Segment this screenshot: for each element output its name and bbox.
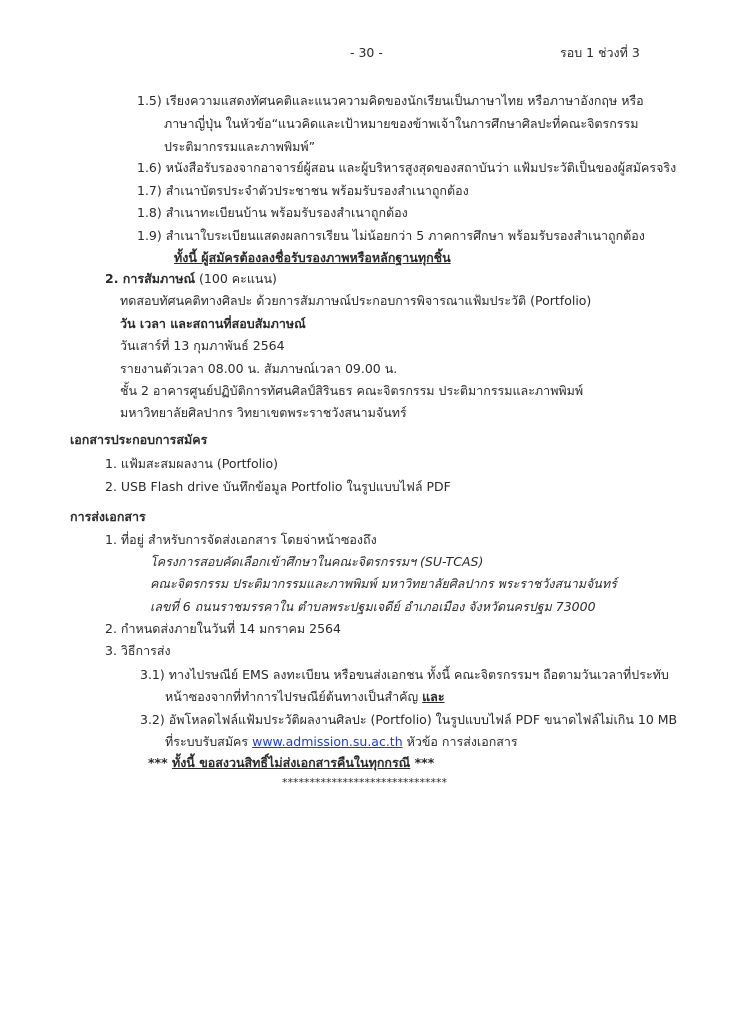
final-note: ทั้งนี้ ขอสงวนสิทธิ์ไม่ส่งเอกสารคืนในทุกกรณี [171,755,411,770]
page-number: - 30 - [350,45,383,60]
sending-heading: การส่งเอกสาร [70,509,146,524]
interview-title-line [105,270,277,288]
stars-right: *** [410,755,435,770]
application-doc-2: 2. USB Flash drive บันทึกข้อมูล Portfolio ในรูปแบบไฟล์ PDF [105,479,451,494]
final-note-line [148,754,434,772]
interview-title: 2. การสัมภาษณ์ [105,271,196,286]
item-1-8: 1.8) สำเนาทะเบียนบ้าน พร้อมรับรองสำเนาถูกต้อง [137,205,408,220]
address-line-3: เลขที่ 6 ถนนราชมรรคาใน ตำบลพระปฐมเจดีย์ อำเภอเมือง จังหวัดนครปฐม 73000 [150,599,596,614]
item-1-9: 1.9) สำเนาใบระเบียนแสดงผลการเรียน ไม่น้อยกว่า 5 ภาคการศึกษา พร้อมรับรองสำเนาถูกต้อง [137,228,645,243]
item-1-5-line3: ประติมากรรมและภาพพิมพ์” [164,139,316,154]
application-doc-1: 1. แฟ้มสะสมผลงาน (Portfolio) [105,456,279,471]
item-3-2-line1: 3.2) อัพโหลดไฟล์แฟ้มประวัติผลงานศิลปะ (Portfolio) ในรูปแบบไฟล์ PDF ขนาดไฟล์ไม่เกิน 10 MB [140,712,678,727]
item-3-1-text: หน้าซองจากที่ทำการไปรษณีย์ต้นทางเป็นสำคัญ [165,689,423,704]
interview-date: วันเสาร์ที่ 13 กุมภาพันธ์ 2564 [120,338,285,353]
sending-item-1: 1. ที่อยู่ สำหรับการจัดส่งเอกสาร โดยจ่าหน้าซองถึง [105,532,377,547]
item-3-2-text: ที่ระบบรับสมัคร [165,734,253,749]
item-3-1-line2 [165,688,445,706]
sending-item-2: 2. กำหนดส่งภายในวันที่ 14 มกราคม 2564 [105,621,341,636]
interview-time: รายงานตัวเวลา 08.00 น. สัมภาษณ์เวลา 09.00 น. [120,361,398,376]
item-3-2-line2 [165,733,518,751]
item-3-2-suffix: หัวข้อ การส่งเอกสาร [402,734,518,749]
sending-item-3: 3. วิธีการส่ง [105,643,171,658]
round-label: รอบ 1 ช่วงที่ 3 [560,45,640,60]
signature-note: ทั้งนี้ ผู้สมัครต้องลงชื่อรับรองภาพหรือหลักฐานทุกชิ้น [174,250,451,265]
item-1-6: 1.6) หนังสือรับรองจากอาจารย์ผู้สอน และผู้บริหารสูงสุดของสถาบันว่า แฟ้มประวัติเป็นของผู้สมัครจริง [137,160,677,175]
and-emphasis: และ [422,689,445,704]
interview-score: (100 คะแนน) [195,271,277,286]
end-separator: ****************************** [282,776,447,789]
address-line-2: คณะจิตรกรรม ประติมากรรมและภาพพิมพ์ มหาวิทยาลัยศิลปากร พระราชวังสนามจันทร์ [150,576,617,591]
interview-place-2: มหาวิทยาลัยศิลปากร วิทยาเขตพระราชวังสนามจันทร์ [120,405,407,420]
item-1-7: 1.7) สำเนาบัตรประจำตัวประชาชน พร้อมรับรองสำเนาถูกต้อง [137,183,469,198]
item-1-5-line1: 1.5) เรียงความแสดงทัศนคติและแนวความคิดของนักเรียนเป็นภาษาไทย หรือภาษาอังกฤษ หรือ [137,93,644,108]
application-docs-heading: เอกสารประกอบการสมัคร [70,432,208,447]
stars-left: *** [148,755,172,770]
address-line-1: โครงการสอบคัดเลือกเข้าศึกษาในคณะจิตรกรรมฯ (SU-TCAS) [150,554,484,569]
admission-link[interactable]: www.admission.su.ac.th [252,734,403,749]
interview-description: ทดสอบทัศนคติทางศิลปะ ด้วยการสัมภาษณ์ประกอบการพิจารณาแฟ้มประวัติ (Portfolio) [120,293,592,308]
schedule-heading: วัน เวลา และสถานที่สอบสัมภาษณ์ [120,316,306,331]
interview-place-1: ชั้น 2 อาคารศูนย์ปฏิบัติการทัศนศิลป์สิรินธร คณะจิตรกรรม ประติมากรรมและภาพพิมพ์ [120,383,584,398]
item-3-1-line1: 3.1) ทางไปรษณีย์ EMS ลงทะเบียน หรือขนส่งเอกชน ทั้งนี้ คณะจิตรกรรมฯ ถือตามวันเวลาที่ประทับ [140,667,669,682]
item-1-5-line2: ภาษาญี่ปุ่น ในหัวข้อ“แนวคิดและเป้าหมายของข้าพเจ้าในการศึกษาศิลปะที่คณะจิตรกรรม [164,116,639,131]
